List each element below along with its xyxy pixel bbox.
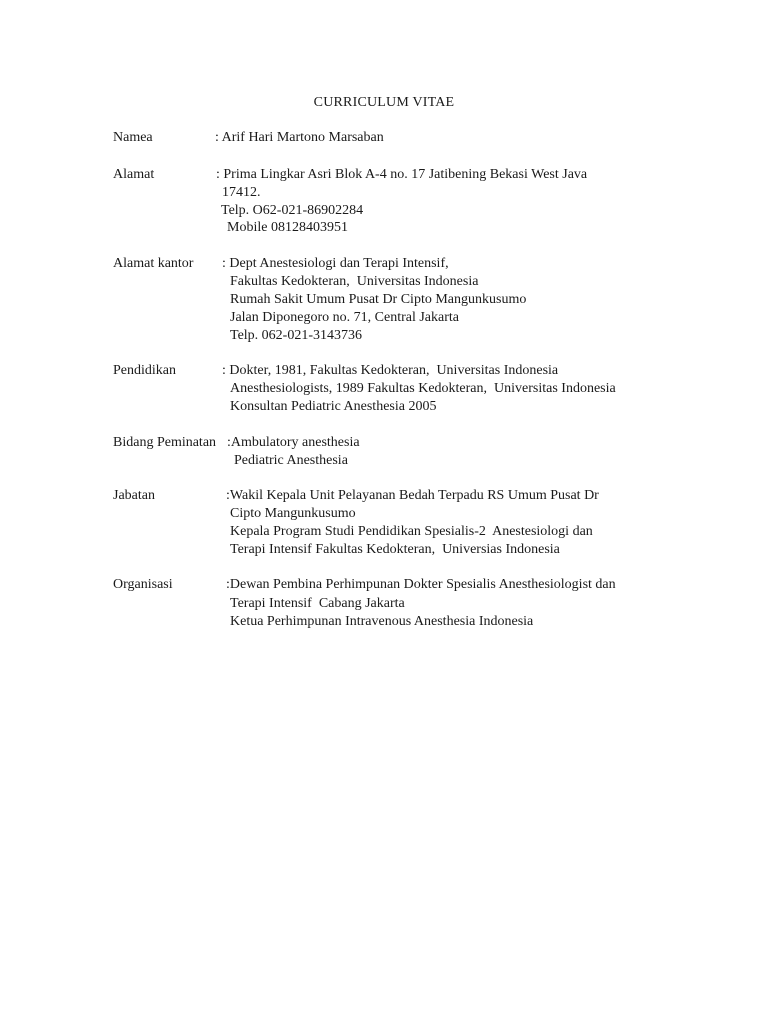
label-nama: Namea [113,130,153,145]
alamat-kantor-line: Telp. 062-021-3143736 [230,328,363,343]
alamat-kantor-line: : Dept Anestesiologi dan Terapi Intensif, [222,256,449,271]
jabatan-line: Kepala Program Studi Pendidikan Spesialis-2 Anestesiologi dan [230,524,593,539]
bidang-line: :Ambulatory anesthesia [227,435,360,450]
pendidikan-line: Anesthesiologists, 1989 Fakultas Kedokteran, Universitas Indonesia [230,381,616,396]
organisasi-line: Ketua Perhimpunan Intravenous Anesthesia Indonesia [230,614,534,629]
alamat-kantor-line: Fakultas Kedokteran, Universitas Indonesia [230,274,479,289]
organisasi-line: :Dewan Pembina Perhimpunan Dokter Spesialis Anesthesiologist dan [226,577,616,592]
jabatan-line: Terapi Intensif Fakultas Kedokteran, Universias Indonesia [230,542,560,557]
jabatan-line: :Wakil Kepala Unit Pelayanan Bedah Terpadu RS Umum Pusat Dr [226,488,599,503]
pendidikan-line: Konsultan Pediatric Anesthesia 2005 [230,399,437,414]
alamat-line: Telp. O62-021-86902284 [221,203,364,218]
label-bidang-peminatan: Bidang Peminatan [113,435,217,450]
label-organisasi: Organisasi [113,577,173,592]
nama-value: : Arif Hari Martono Marsaban [215,130,384,145]
alamat-kantor-line: Rumah Sakit Umum Pusat Dr Cipto Mangunkusumo [230,292,527,307]
document-title: CURRICULUM VITAE [313,95,455,110]
label-jabatan: Jabatan [113,488,155,503]
label-alamat: Alamat [113,167,155,182]
label-pendidikan: Pendidikan [113,363,176,378]
alamat-line: Mobile 08128403951 [227,220,348,235]
jabatan-line: Cipto Mangunkusumo [230,506,356,521]
alamat-kantor-line: Jalan Diponegoro no. 71, Central Jakarta [230,310,459,325]
label-alamat-kantor: Alamat kantor [113,256,194,271]
organisasi-line: Terapi Intensif Cabang Jakarta [230,596,405,611]
pendidikan-line: : Dokter, 1981, Fakultas Kedokteran, Universitas Indonesia [222,363,559,378]
alamat-line: : Prima Lingkar Asri Blok A-4 no. 17 Jatibening Bekasi West Java [216,167,588,182]
bidang-line: Pediatric Anesthesia [234,453,348,468]
alamat-line: 17412. [222,185,261,200]
